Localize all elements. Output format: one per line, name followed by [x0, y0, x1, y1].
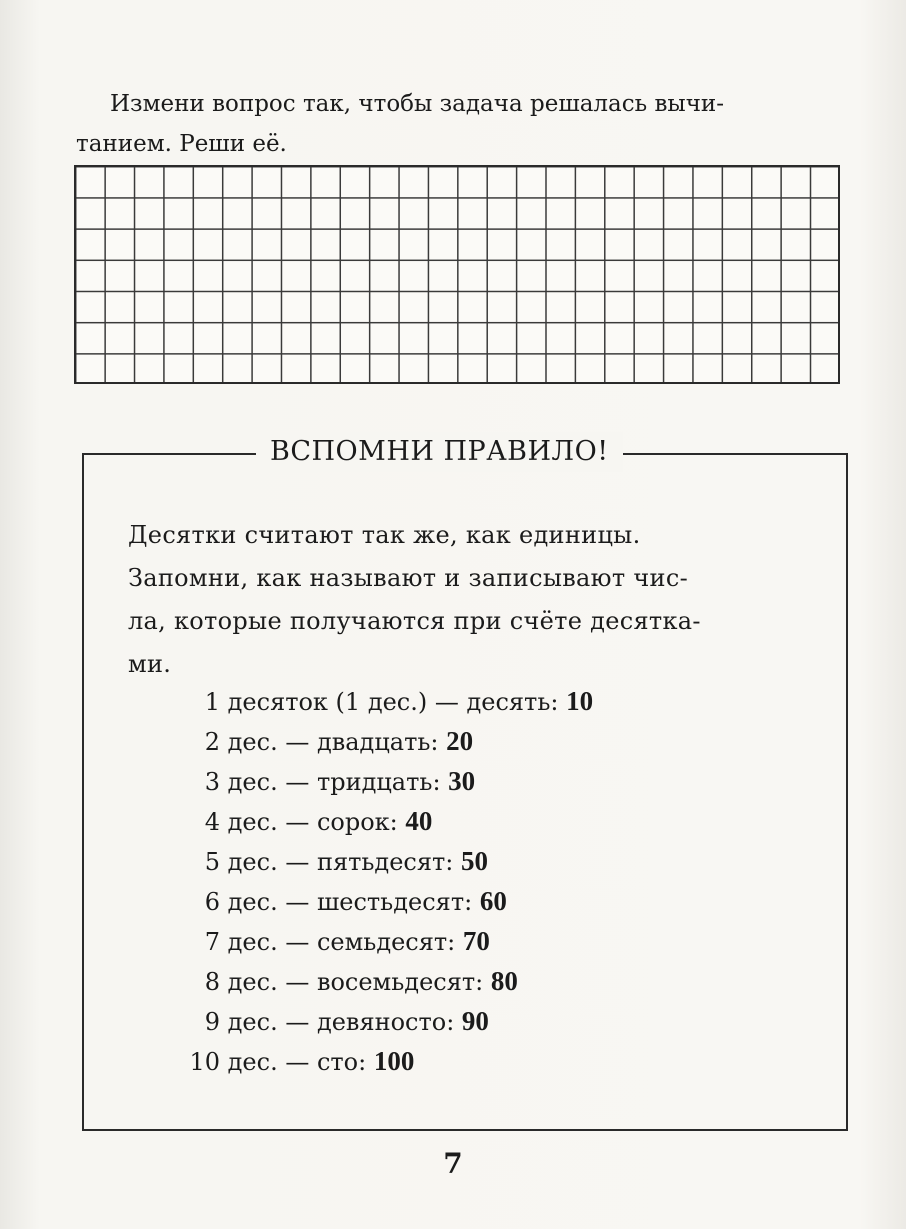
task-line-2: танием. Реши её.	[76, 131, 287, 157]
tens-count: 10	[189, 1048, 220, 1076]
tens-count: 4	[204, 808, 220, 836]
tens-row	[186, 682, 593, 722]
tens-value: 100	[373, 1046, 415, 1076]
tens-value: 80	[490, 966, 518, 996]
tens-value: 50	[460, 846, 488, 876]
tens-text: дес. — сорок:	[227, 808, 406, 836]
tens-value: 30	[448, 766, 476, 796]
rule-paragraph-2-line-2: ла, которые получаются при счёте десятка-	[128, 607, 701, 635]
tens-text: дес. — восемьдесят:	[227, 968, 491, 996]
tens-value: 70	[462, 926, 490, 956]
rule-title: ВСПОМНИ ПРАВИЛО!	[256, 432, 623, 472]
tens-value: 60	[479, 886, 507, 916]
page-number: 7	[443, 1147, 463, 1180]
tens-list	[186, 682, 593, 1082]
tens-text: дес. — семьдесят:	[227, 928, 463, 956]
rule-paragraph-2-line-3: ми.	[128, 650, 172, 678]
tens-count: 2	[204, 728, 220, 756]
tens-row	[186, 842, 593, 882]
tens-text: дес. — двадцать:	[227, 728, 447, 756]
task-line-1: Измени вопрос так, чтобы задача решалась вычи-	[110, 91, 725, 117]
tens-row	[186, 722, 593, 762]
tens-row	[186, 1042, 593, 1082]
tens-value: 90	[461, 1006, 489, 1036]
tens-row	[186, 1002, 593, 1042]
tens-count: 7	[204, 928, 220, 956]
tens-value: 10	[566, 686, 594, 716]
tens-count: 6	[204, 888, 220, 916]
tens-text: дес. — тридцать:	[227, 768, 449, 796]
tens-count: 5	[204, 848, 220, 876]
tens-count: 3	[204, 768, 220, 796]
tens-text: дес. — сто:	[227, 1048, 374, 1076]
tens-row	[186, 762, 593, 802]
tens-text: дес. — шестьдесят:	[227, 888, 480, 916]
tens-row	[186, 882, 593, 922]
task-instruction	[76, 84, 846, 164]
rule-paragraph-2	[128, 557, 814, 686]
tens-count: 8	[204, 968, 220, 996]
tens-text: дес. — пятьдесят:	[227, 848, 461, 876]
rule-paragraph-1: Десятки считают так же, как единицы.	[128, 521, 641, 549]
tens-count: 1	[204, 688, 220, 716]
tens-text: дес. — девяносто:	[227, 1008, 462, 1036]
answer-grid[interactable]	[74, 165, 840, 384]
tens-row	[186, 802, 593, 842]
tens-text: десяток (1 дес.) — десять:	[227, 688, 567, 716]
rule-text	[128, 514, 814, 686]
tens-count: 9	[204, 1008, 220, 1036]
tens-value: 20	[446, 726, 474, 756]
rule-paragraph-2-line-1: Запомни, как называют и записывают чис-	[128, 564, 688, 592]
tens-row	[186, 962, 593, 1002]
tens-value: 40	[405, 806, 433, 836]
tens-row	[186, 922, 593, 962]
